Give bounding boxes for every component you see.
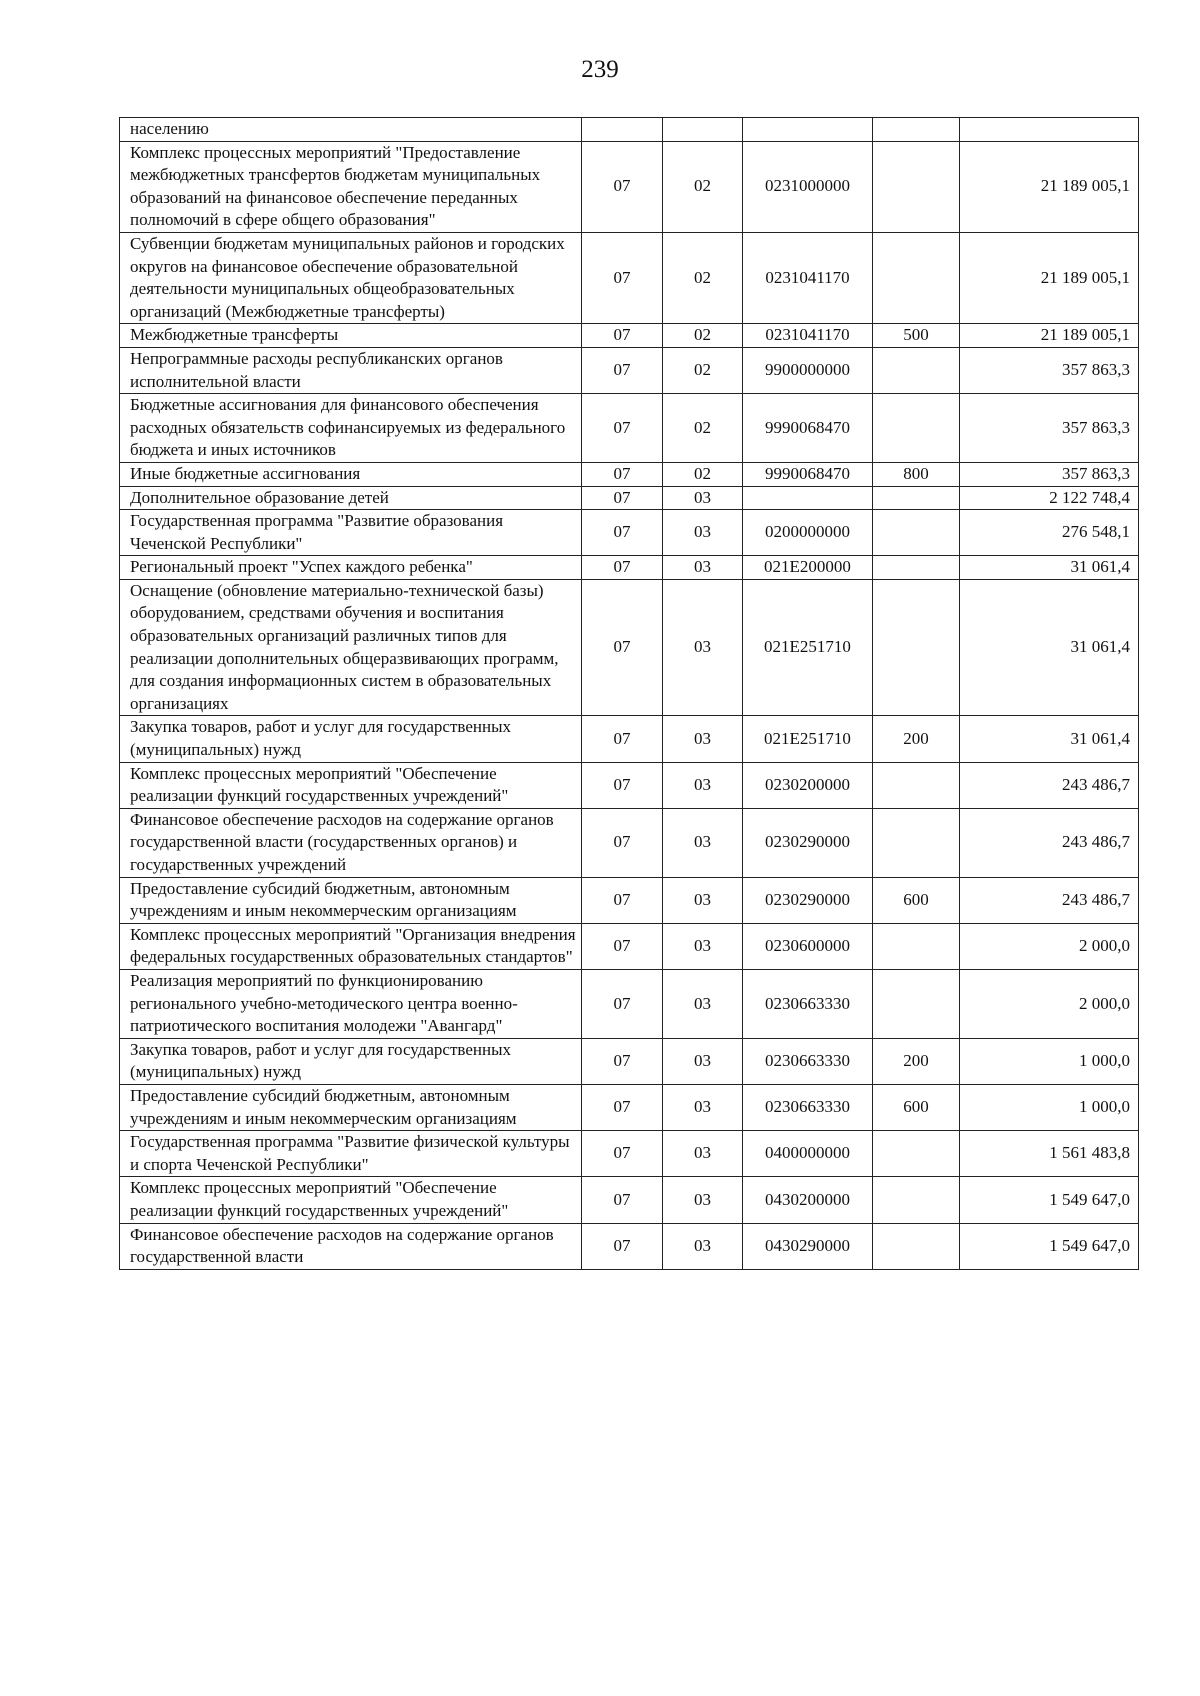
expense-name-cell: Комплекс процессных мероприятий "Организация внедрения федеральных государственных образовательных стандартов": [120, 923, 582, 969]
section-code-cell: 07: [582, 877, 663, 923]
section-code-cell: 07: [582, 232, 663, 323]
section-code-cell: 07: [582, 969, 663, 1038]
target-article-cell: 0230663330: [743, 1084, 873, 1130]
amount-cell: 357 863,3: [960, 347, 1139, 393]
amount-cell: 31 061,4: [960, 579, 1139, 716]
amount-cell: 2 122 748,4: [960, 486, 1139, 510]
subsection-code-cell: 03: [663, 923, 743, 969]
target-article-cell: 0230290000: [743, 808, 873, 877]
expense-type-cell: 200: [873, 1038, 960, 1084]
expense-name-cell: Региональный проект "Успех каждого ребенка": [120, 556, 582, 580]
table-row: [120, 462, 1139, 486]
subsection-code-cell: 03: [663, 808, 743, 877]
target-article-cell: 021E251710: [743, 716, 873, 762]
subsection-code-cell: 03: [663, 877, 743, 923]
table-row: [120, 347, 1139, 393]
expense-type-cell: 600: [873, 877, 960, 923]
amount-cell: 1 000,0: [960, 1038, 1139, 1084]
expense-name-cell: Оснащение (обновление материально-технической базы) оборудованием, средствами обучения и воспитания образовательных организаций различных типов для реализации дополнительных общеразвивающих программ, для создания информационных систем в образовательных организациях: [120, 579, 582, 716]
subsection-code-cell: 03: [663, 1038, 743, 1084]
table-row: [120, 877, 1139, 923]
expense-type-cell: [873, 486, 960, 510]
section-code-cell: 07: [582, 324, 663, 348]
table-row: [120, 1084, 1139, 1130]
subsection-code-cell: 03: [663, 762, 743, 808]
expense-type-cell: [873, 232, 960, 323]
section-code-cell: 07: [582, 716, 663, 762]
expense-name-cell: населению: [120, 118, 582, 142]
target-article-cell: 0430290000: [743, 1223, 873, 1269]
section-code-cell: 07: [582, 1223, 663, 1269]
amount-cell: 276 548,1: [960, 510, 1139, 556]
section-code-cell: 07: [582, 579, 663, 716]
section-code-cell: 07: [582, 1131, 663, 1177]
table-row: [120, 1177, 1139, 1223]
table-row: [120, 1131, 1139, 1177]
target-article-cell: 9900000000: [743, 347, 873, 393]
amount-cell: 1 000,0: [960, 1084, 1139, 1130]
expense-type-cell: [873, 969, 960, 1038]
amount-cell: 357 863,3: [960, 462, 1139, 486]
subsection-code-cell: 03: [663, 510, 743, 556]
amount-cell: 21 189 005,1: [960, 141, 1139, 232]
budget-table-body: [120, 118, 1139, 1270]
subsection-code-cell: 02: [663, 141, 743, 232]
table-row: [120, 969, 1139, 1038]
expense-type-cell: [873, 808, 960, 877]
expense-type-cell: [873, 1177, 960, 1223]
expense-name-cell: Комплекс процессных мероприятий "Предоставление межбюджетных трансфертов бюджетам муниципальных образований на финансовое обеспечение переданных полномочий в сфере общего образования": [120, 141, 582, 232]
target-article-cell: 0231041170: [743, 324, 873, 348]
subsection-code-cell: 02: [663, 232, 743, 323]
table-row: [120, 141, 1139, 232]
target-article-cell: 0230663330: [743, 1038, 873, 1084]
expense-type-cell: [873, 923, 960, 969]
table-row: [120, 510, 1139, 556]
expense-type-cell: [873, 762, 960, 808]
subsection-code-cell: 02: [663, 462, 743, 486]
target-article-cell: 021E251710: [743, 579, 873, 716]
target-article-cell: 0230200000: [743, 762, 873, 808]
expense-type-cell: 200: [873, 716, 960, 762]
table-row: [120, 579, 1139, 716]
section-code-cell: 07: [582, 762, 663, 808]
target-article-cell: 0400000000: [743, 1131, 873, 1177]
target-article-cell: 0200000000: [743, 510, 873, 556]
expense-type-cell: [873, 556, 960, 580]
expense-name-cell: Предоставление субсидий бюджетным, автономным учреждениям и иным некоммерческим организациям: [120, 1084, 582, 1130]
expense-type-cell: [873, 579, 960, 716]
expense-name-cell: Субвенции бюджетам муниципальных районов и городских округов на финансовое обеспечение образовательной деятельности муниципальных общеобразовательных организаций (Межбюджетные трансферты): [120, 232, 582, 323]
expense-type-cell: [873, 394, 960, 463]
expense-name-cell: Иные бюджетные ассигнования: [120, 462, 582, 486]
expense-name-cell: Государственная программа "Развитие физической культуры и спорта Чеченской Республики": [120, 1131, 582, 1177]
expense-name-cell: Финансовое обеспечение расходов на содержание органов государственной власти: [120, 1223, 582, 1269]
budget-table: [119, 117, 1139, 1270]
section-code-cell: 07: [582, 1084, 663, 1130]
table-row: [120, 556, 1139, 580]
subsection-code-cell: 03: [663, 1223, 743, 1269]
section-code-cell: 07: [582, 462, 663, 486]
expense-name-cell: Комплекс процессных мероприятий "Обеспечение реализации функций государственных учреждений": [120, 1177, 582, 1223]
table-row: [120, 762, 1139, 808]
subsection-code-cell: 03: [663, 486, 743, 510]
target-article-cell: 0231000000: [743, 141, 873, 232]
table-row: [120, 232, 1139, 323]
amount-cell: 2 000,0: [960, 969, 1139, 1038]
table-row: [120, 394, 1139, 463]
amount-cell: 357 863,3: [960, 394, 1139, 463]
section-code-cell: 07: [582, 808, 663, 877]
amount-cell: 31 061,4: [960, 716, 1139, 762]
expense-type-cell: 800: [873, 462, 960, 486]
expense-name-cell: Закупка товаров, работ и услуг для государственных (муниципальных) нужд: [120, 716, 582, 762]
section-code-cell: 07: [582, 556, 663, 580]
target-article-cell: 9990068470: [743, 394, 873, 463]
subsection-code-cell: 02: [663, 324, 743, 348]
amount-cell: 243 486,7: [960, 877, 1139, 923]
expense-type-cell: 500: [873, 324, 960, 348]
section-code-cell: 07: [582, 923, 663, 969]
target-article-cell: 0230290000: [743, 877, 873, 923]
expense-name-cell: Реализация мероприятий по функционированию регионального учебно-методического центра военно-патриотического воспитания молодежи "Авангард": [120, 969, 582, 1038]
expense-name-cell: Бюджетные ассигнования для финансового обеспечения расходных обязательств софинансируемых из федерального бюджета и иных источников: [120, 394, 582, 463]
page-number: 239: [581, 56, 619, 83]
section-code-cell: 07: [582, 1038, 663, 1084]
amount-cell: 31 061,4: [960, 556, 1139, 580]
table-row: [120, 118, 1139, 142]
subsection-code-cell: 03: [663, 1084, 743, 1130]
subsection-code-cell: 03: [663, 716, 743, 762]
expense-name-cell: Финансовое обеспечение расходов на содержание органов государственной власти (государственных органов) и государственных учреждений: [120, 808, 582, 877]
amount-cell: 1 549 647,0: [960, 1177, 1139, 1223]
subsection-code-cell: 02: [663, 347, 743, 393]
target-article-cell: [743, 486, 873, 510]
table-row: [120, 716, 1139, 762]
amount-cell: 21 189 005,1: [960, 324, 1139, 348]
target-article-cell: 0230663330: [743, 969, 873, 1038]
expense-name-cell: Государственная программа "Развитие образования Чеченской Республики": [120, 510, 582, 556]
amount-cell: 2 000,0: [960, 923, 1139, 969]
section-code-cell: 07: [582, 141, 663, 232]
amount-cell: 243 486,7: [960, 762, 1139, 808]
expense-type-cell: [873, 118, 960, 142]
target-article-cell: 9990068470: [743, 462, 873, 486]
table-row: [120, 486, 1139, 510]
amount-cell: 1 549 647,0: [960, 1223, 1139, 1269]
section-code-cell: 07: [582, 394, 663, 463]
expense-name-cell: Комплекс процессных мероприятий "Обеспечение реализации функций государственных учреждений": [120, 762, 582, 808]
target-article-cell: [743, 118, 873, 142]
section-code-cell: 07: [582, 486, 663, 510]
expense-name-cell: Непрограммные расходы республиканских органов исполнительной власти: [120, 347, 582, 393]
subsection-code-cell: 03: [663, 579, 743, 716]
section-code-cell: 07: [582, 1177, 663, 1223]
subsection-code-cell: 03: [663, 969, 743, 1038]
expense-name-cell: Закупка товаров, работ и услуг для государственных (муниципальных) нужд: [120, 1038, 582, 1084]
subsection-code-cell: [663, 118, 743, 142]
section-code-cell: 07: [582, 510, 663, 556]
expense-name-cell: Межбюджетные трансферты: [120, 324, 582, 348]
subsection-code-cell: 03: [663, 1177, 743, 1223]
expense-name-cell: Предоставление субсидий бюджетным, автономным учреждениям и иным некоммерческим организациям: [120, 877, 582, 923]
target-article-cell: 0231041170: [743, 232, 873, 323]
expense-type-cell: [873, 347, 960, 393]
target-article-cell: 0430200000: [743, 1177, 873, 1223]
expense-name-cell: Дополнительное образование детей: [120, 486, 582, 510]
amount-cell: 1 561 483,8: [960, 1131, 1139, 1177]
amount-cell: 243 486,7: [960, 808, 1139, 877]
subsection-code-cell: 02: [663, 394, 743, 463]
section-code-cell: 07: [582, 347, 663, 393]
expense-type-cell: [873, 141, 960, 232]
amount-cell: 21 189 005,1: [960, 232, 1139, 323]
table-row: [120, 1223, 1139, 1269]
table-row: [120, 923, 1139, 969]
expense-type-cell: [873, 1131, 960, 1177]
table-row: [120, 1038, 1139, 1084]
section-code-cell: [582, 118, 663, 142]
subsection-code-cell: 03: [663, 1131, 743, 1177]
subsection-code-cell: 03: [663, 556, 743, 580]
expense-type-cell: [873, 510, 960, 556]
target-article-cell: 0230600000: [743, 923, 873, 969]
target-article-cell: 021E200000: [743, 556, 873, 580]
table-row: [120, 324, 1139, 348]
expense-type-cell: [873, 1223, 960, 1269]
amount-cell: [960, 118, 1139, 142]
expense-type-cell: 600: [873, 1084, 960, 1130]
table-row: [120, 808, 1139, 877]
